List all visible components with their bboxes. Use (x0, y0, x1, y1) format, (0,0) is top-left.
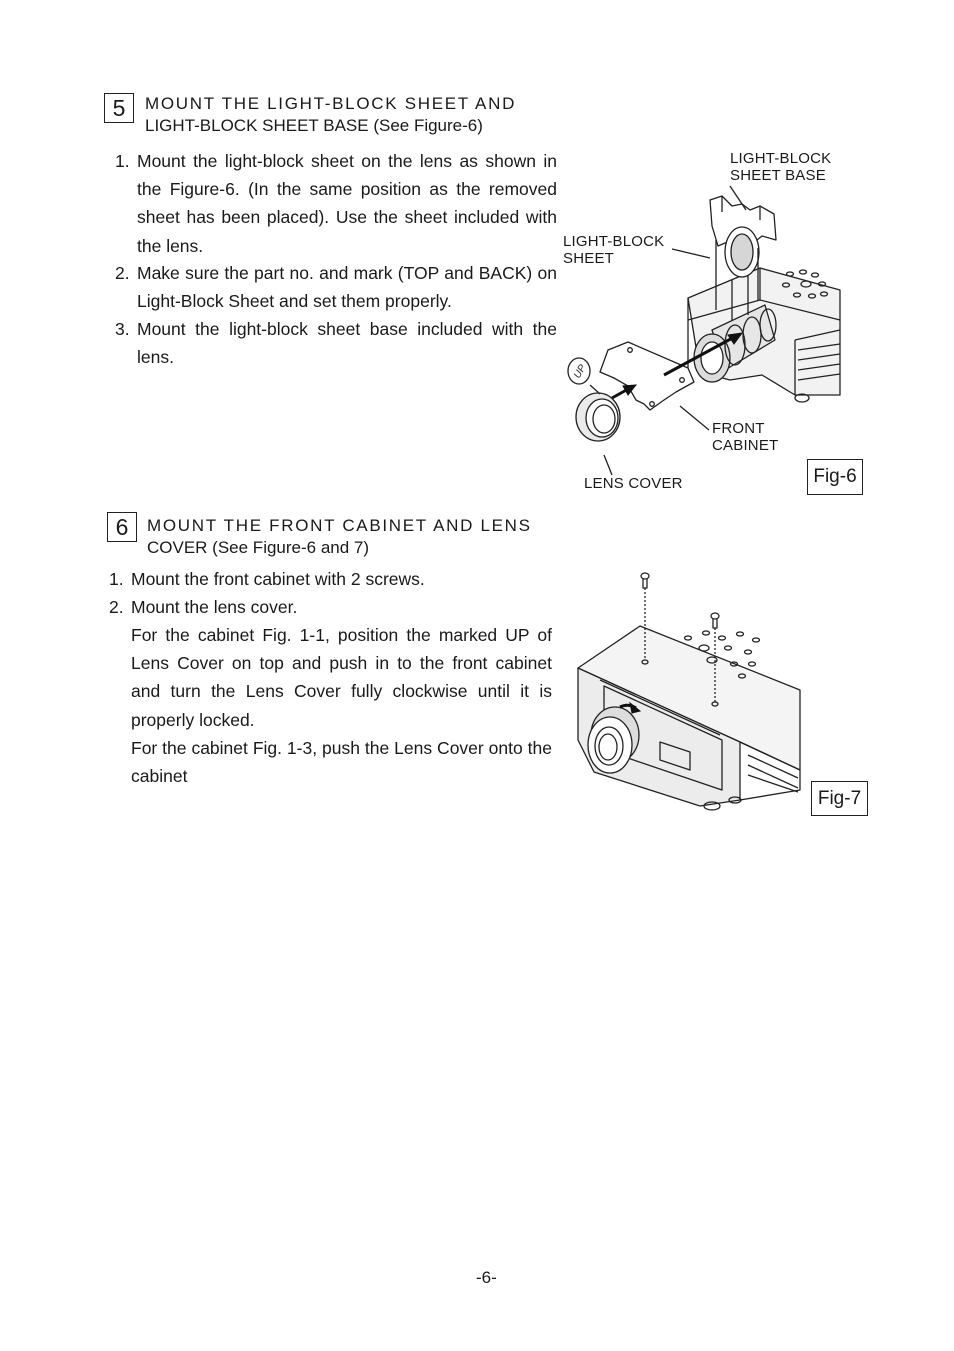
item-text: Mount the light-block sheet on the lens as shown in the Figure-6. (In the same position as the removed sheet has been placed). Use the sheet included with the lens. (137, 151, 557, 256)
item-text: Mount the light-block sheet base included with the lens. (137, 319, 557, 368)
section-6-paragraph-1: For the cabinet Fig. 1-1, position the marked UP of Lens Cover on top and push in to the front cabinet and turn the Lens Cover fully clockwise until it is properly locked. (131, 625, 552, 730)
item-number: 1. (115, 151, 130, 171)
item-number: 3. (115, 319, 130, 339)
screw-icon (711, 613, 719, 628)
item-text: Make sure the part no. and mark (TOP and BACK) on Light-Block Sheet and set them properly. (137, 263, 557, 312)
fig-7-caption: Fig-7 (811, 781, 868, 816)
up-mark-text: UP (572, 362, 589, 381)
label-light-block-sheet: LIGHT-BLOCK SHEET (563, 233, 665, 267)
section-6-heading-line2: COVER (See Figure-6 and 7) (147, 538, 370, 557)
item-text: Mount the front cabinet with 2 screws. (131, 569, 425, 589)
section-5-heading-line2: LIGHT-BLOCK SHEET BASE (See Figure-6) (145, 116, 483, 135)
step-number-6: 6 (107, 512, 137, 542)
page-number: -6- (476, 1268, 497, 1287)
label-light-block-sheet-base: LIGHT-BLOCK SHEET BASE (730, 150, 832, 184)
item-number: 2. (109, 597, 124, 617)
item-number: 1. (109, 569, 124, 589)
fig-6-caption: Fig-6 (807, 459, 863, 495)
section-6-paragraph-2: For the cabinet Fig. 1-3, push the Lens Cover onto the cabinet (131, 738, 552, 787)
item-number: 2. (115, 263, 130, 283)
section-6-heading-line1: MOUNT THE FRONT CABINET AND LENS (147, 516, 532, 535)
label-lens-cover: LENS COVER (584, 475, 683, 492)
screw-icon (641, 573, 649, 588)
step-number-5: 5 (104, 93, 134, 123)
item-text: Mount the lens cover. (131, 597, 298, 617)
label-front-cabinet: FRONT CABINET (712, 420, 779, 454)
section-5-heading-line1: MOUNT THE LIGHT-BLOCK SHEET AND (145, 94, 517, 113)
